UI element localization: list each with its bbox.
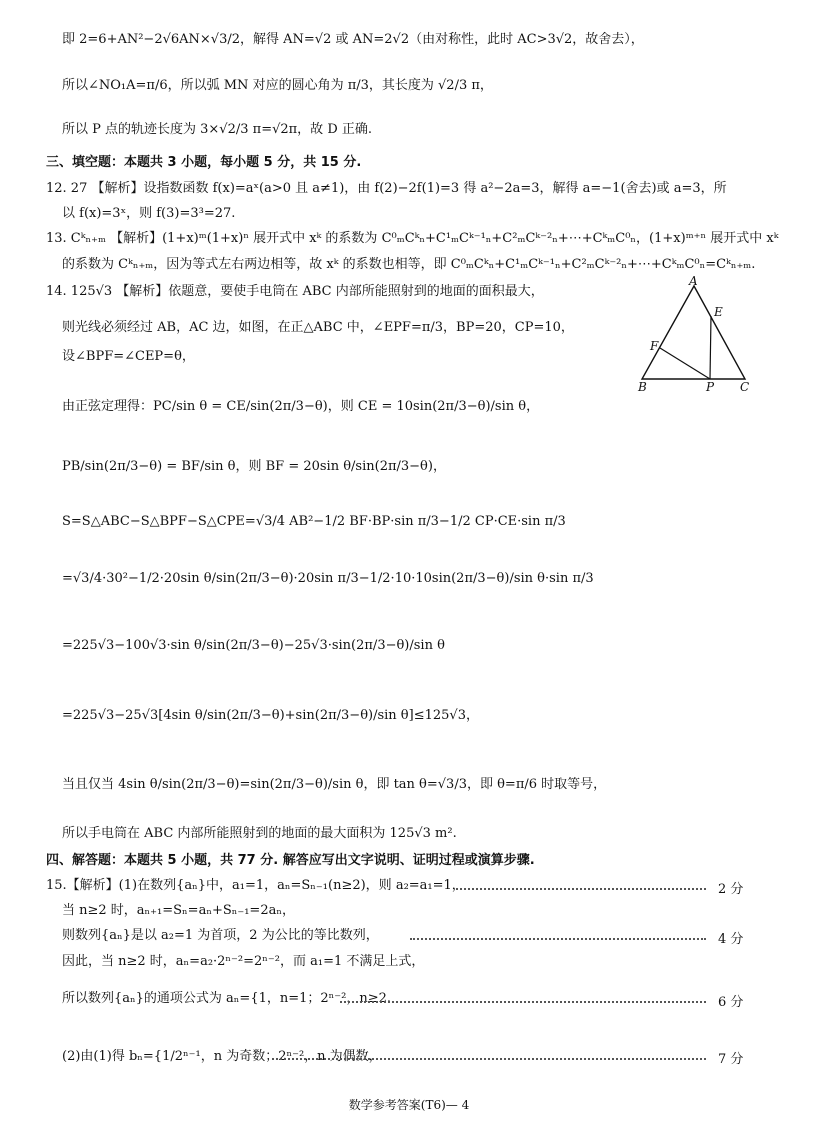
line-2: 所以∠NO₁A=π/6，所以弧 MN 对应的圆心角为 π/3，其长度为 √2/3 π， — [62, 78, 493, 93]
line-q14-i: =225√3−25√3[4sin θ/sin(2π/3−θ)+sin(2π/3−θ)/sin θ]≤125√3， — [62, 708, 479, 723]
label-c: C — [740, 380, 750, 391]
score-mark: 7 分 — [718, 1052, 744, 1067]
page-footer: 数学参考答案(T6)— 4 — [348, 1098, 470, 1112]
line-q14-e: PB/sin(2π/3−θ) = BF/sin θ，则 BF = 20sin θ/sin(2π/3−θ)， — [62, 459, 446, 474]
label-b: B — [638, 380, 647, 391]
line-q15-c: 则数列{aₙ}是以 a₂=1 为首项，2 为公比的等比数列， — [62, 928, 379, 943]
line-q15-f: (2)由(1)得 bₙ={1/2ⁿ⁻¹，n 为奇数；2ⁿ⁻²，n 为偶数， — [62, 1049, 382, 1064]
line-q14-g: =√3/4·30²−1/2·20sin θ/sin(2π/3−θ)·20sin π/3−1/2·10·10sin(2π/3−θ)/sin θ·sin π/3 — [62, 571, 594, 586]
line-q15-d: 因此，当 n≥2 时，aₙ=a₂·2ⁿ⁻²=2ⁿ⁻²，而 a₁=1 不满足上式， — [62, 954, 425, 969]
score-mark: 6 分 — [718, 995, 744, 1010]
line-q14-d: 由正弦定理得：PC/sin θ = CE/sin(2π/3−θ)，则 CE = 10sin(2π/3−θ)/sin θ， — [62, 399, 540, 414]
score-leader-1 — [456, 888, 706, 890]
line-q14-f: S=S△ABC−S△BPF−S△CPE=√3/4 AB²−1/2 BF·BP·sin π/3−1/2 CP·CE·sin π/3 — [62, 514, 566, 529]
score-mark: 2 分 — [718, 882, 744, 897]
section-header-solutions: 四、解答题：本题共 5 小题，共 77 分. 解答应写出文字说明、证明过程或演算步骤. — [46, 853, 535, 868]
segment-pe — [710, 316, 711, 379]
score-leader-4 — [272, 1058, 706, 1060]
line-q12-b: 以 f(x)=3ˣ，则 f(3)=3³=27. — [62, 206, 236, 221]
line-1: 即 2=6+AN²−2√6AN×√3/2，解得 AN=√2 或 AN=2√2（由对称性，此时 AC>3√2，故舍去）， — [62, 32, 644, 47]
segment-pf — [660, 348, 710, 379]
section-header-fill-in: 三、填空题：本题共 3 小题，每小题 5 分，共 15 分. — [46, 155, 362, 170]
line-q13-a: 13. Cᵏₙ₊ₘ 【解析】(1+x)ᵐ(1+x)ⁿ 展开式中 xᵏ 的系数为 C⁰ₘCᵏₙ+C¹ₘCᵏ⁻¹ₙ+C²ₘCᵏ⁻²ₙ+⋯+CᵏₘC⁰ₙ，(1+x)ᵐ⁺ⁿ 展开式中 xᵏ — [46, 231, 779, 246]
line-q14-j: 当且仅当 4sin θ/sin(2π/3−θ)=sin(2π/3−θ)/sin θ，即 tan θ=√3/3，即 θ=π/6 时取等号， — [62, 777, 607, 792]
line-q15-e: 所以数列{aₙ}的通项公式为 aₙ={1，n=1；2ⁿ⁻²，n≥2. — [62, 991, 392, 1006]
line-q14-h: =225√3−100√3·sin θ/sin(2π/3−θ)−25√3·sin(2π/3−θ)/sin θ — [62, 638, 445, 653]
triangle-abc — [642, 286, 745, 379]
score-leader-3 — [340, 1001, 706, 1003]
line-q15-b: 当 n≥2 时，aₙ₊₁=Sₙ=aₙ+Sₙ₋₁=2aₙ， — [62, 903, 295, 918]
score-mark: 4 分 — [718, 932, 744, 947]
label-p: P — [706, 380, 715, 391]
label-f: F — [650, 339, 659, 353]
line-q12-a: 12. 27 【解析】设指数函数 f(x)=aˣ(a>0 且 a≠1)，由 f(2)−2f(1)=3 得 a²−2a=3，解得 a=−1(舍去)或 a=3，所 — [46, 181, 727, 196]
score-leader-2 — [410, 938, 706, 940]
line-q14-b: 则光线必须经过 AB，AC 边，如图，在正△ABC 中，∠EPF=π/3，BP=20，CP=10， — [62, 320, 574, 335]
line-q13-b: 的系数为 Cᵏₙ₊ₘ，因为等式左右两边相等，故 xᵏ 的系数也相等，即 C⁰ₘCᵏₙ+C¹ₘCᵏ⁻¹ₙ+C²ₘCᵏ⁻²ₙ+⋯+CᵏₘC⁰ₙ=Cᵏₙ₊ₘ. — [62, 257, 756, 272]
line-3: 所以 P 点的轨迹长度为 3×√2/3 π=√2π，故 D 正确. — [62, 122, 373, 137]
triangle-figure — [630, 276, 760, 391]
line-q14-c: 设∠BPF=∠CEP=θ， — [62, 349, 195, 364]
label-a: A — [689, 276, 698, 288]
line-q14-k: 所以手电筒在 ABC 内部所能照射到的地面的最大面积为 125√3 m². — [62, 826, 457, 841]
line-q15-a: 15.【解析】(1)在数列{aₙ}中，a₁=1，aₙ=Sₙ₋₁(n≥2)，则 a₂=a₁=1， — [46, 878, 465, 893]
label-e: E — [714, 305, 723, 319]
line-q14-a: 14. 125√3 【解析】依题意，要使手电筒在 ABC 内部所能照射到的地面的面积最大， — [46, 284, 544, 299]
